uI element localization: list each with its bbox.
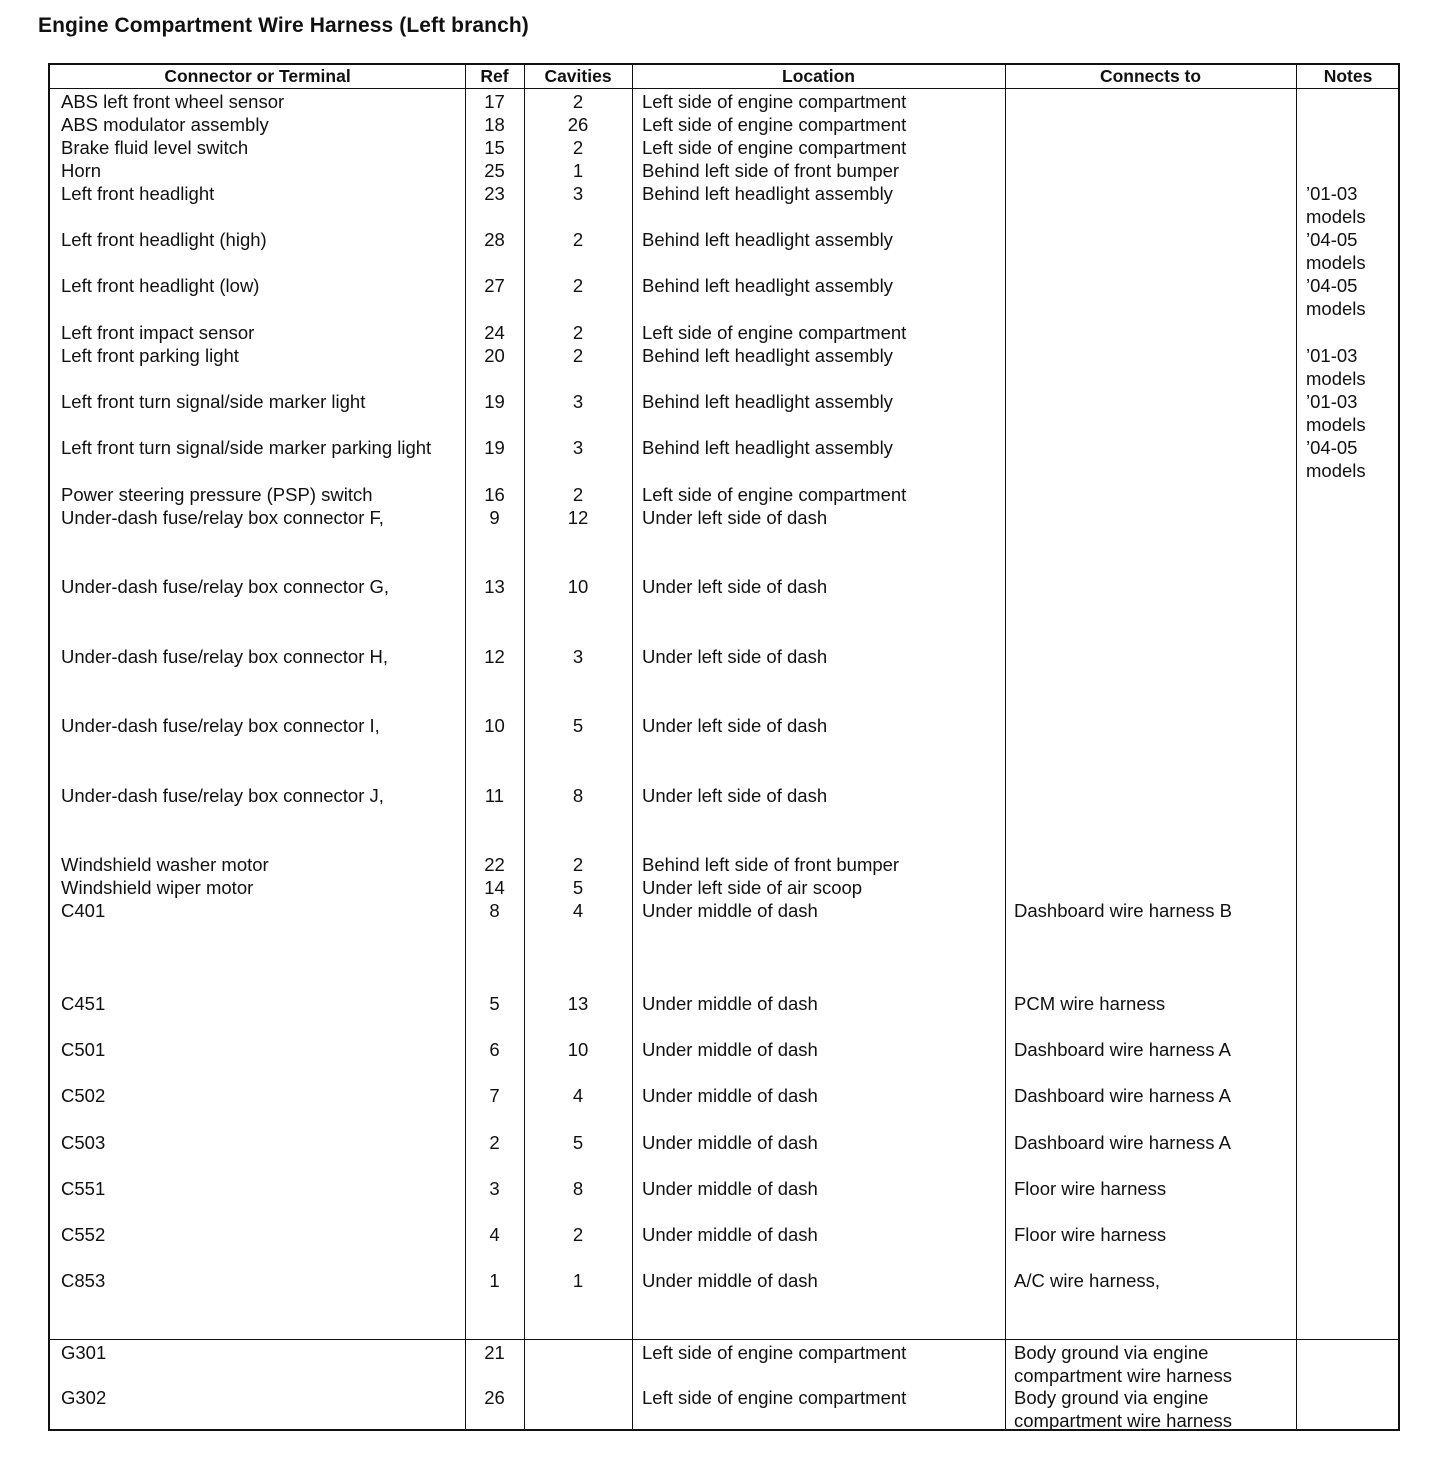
cell-connects: Dashboard wire harness B [1014,900,1232,921]
cell-connector: Under-dash fuse/relay box connector F, [61,507,384,528]
cell-connector: Windshield wiper motor [61,877,254,898]
cell-cavities: 2 [572,275,584,296]
cell-ref: 28 [484,229,505,250]
cell-notes: ’04-05 models [1306,229,1366,273]
cell-location: Under left side of air scoop [642,877,863,898]
cell-ref: 11 [484,785,505,806]
header-connects-to: Connects to [1099,66,1202,86]
cell-connector: C401 [61,900,106,921]
cell-location: Under middle of dash [642,1039,818,1060]
cell-connector: ABS modulator assembly [61,114,269,135]
cell-ref: 9 [489,507,500,528]
cell-ref: 26 [484,1387,505,1408]
cell-location: Under middle of dash [642,1270,818,1291]
header-connector: Connector or Terminal [164,66,351,86]
cell-location: Behind left side of front bumper [642,854,900,875]
cell-connector: Left front headlight (high) [61,229,267,250]
cell-ref: 19 [484,437,505,458]
cell-cavities: 1 [572,1270,584,1291]
cell-cavities: 3 [572,391,584,412]
cell-connector: Horn [61,160,102,181]
cell-connector: Left front headlight (low) [61,275,260,296]
document-title: Engine Compartment Wire Harness (Left branch) [38,14,529,37]
cell-location: Behind left headlight assembly [642,345,893,366]
cell-ref: 10 [484,715,505,736]
cell-ref: 21 [484,1342,505,1363]
cell-cavities: 4 [572,900,584,921]
cell-location: Behind left headlight assembly [642,275,893,296]
cell-location: Under middle of dash [642,1085,818,1106]
cell-location: Under middle of dash [642,900,818,921]
cell-connector: G302 [61,1387,107,1408]
cell-connector: Windshield washer motor [61,854,269,875]
cell-notes: ’01-03 models [1306,183,1366,227]
cell-ref: 6 [489,1039,500,1060]
cell-location: Left side of engine compartment [642,91,907,112]
cell-cavities: 13 [567,993,589,1014]
cell-cavities: 3 [572,646,584,667]
cell-location: Under middle of dash [642,1132,818,1153]
cell-location: Left side of engine compartment [642,137,907,158]
cell-cavities: 3 [572,183,584,204]
cell-cavities: 12 [567,507,589,528]
cell-cavities: 10 [567,1039,589,1060]
cell-connector: C551 [61,1178,106,1199]
cell-connects: Floor wire harness [1014,1224,1167,1245]
cell-connector: Brake fluid level switch [61,137,249,158]
cell-cavities: 2 [572,137,584,158]
cell-ref: 7 [489,1085,500,1106]
cell-cavities: 26 [567,114,589,135]
cell-connects: Dashboard wire harness A [1014,1085,1231,1106]
cell-cavities: 8 [572,785,584,806]
cell-ref: 19 [484,391,505,412]
header-location: Location [782,66,855,86]
cell-cavities: 4 [572,1085,584,1106]
cell-connector: Left front parking light [61,345,239,366]
cell-cavities: 5 [572,715,584,736]
wire-harness-table [48,63,1400,1431]
cell-location: Under middle of dash [642,1178,818,1199]
cell-cavities: 1 [572,160,584,181]
cell-ref: 16 [484,484,505,505]
cell-connector: Left front impact sensor [61,322,255,343]
cell-cavities: 5 [572,1132,584,1153]
cell-connects: PCM wire harness [1014,993,1166,1014]
cell-cavities: 10 [567,576,589,597]
cell-connector: ABS left front wheel sensor [61,91,285,112]
cell-connector: Left front turn signal/side marker light [61,391,366,412]
cell-location: Under middle of dash [642,1224,818,1245]
cell-location: Under left side of dash [642,646,828,667]
cell-connector: Left front turn signal/side marker parking light [61,437,432,458]
cell-connects: Floor wire harness [1014,1178,1167,1199]
header-rule [50,88,1398,89]
cell-connects: Dashboard wire harness A [1014,1039,1231,1060]
column-divider [1296,65,1297,1429]
cell-location: Left side of engine compartment [642,114,907,135]
header-ref: Ref [480,66,509,86]
cell-location: Behind left headlight assembly [642,391,893,412]
cell-location: Behind left side of front bumper [642,160,900,181]
cell-cavities: 8 [572,1178,584,1199]
cell-ref: 23 [484,183,505,204]
cell-cavities: 2 [572,854,584,875]
cell-ref: 3 [489,1178,500,1199]
cell-cavities: 2 [572,1224,584,1245]
cell-cavities: 2 [572,91,584,112]
cell-connector: Left front headlight [61,183,215,204]
cell-ref: 2 [489,1132,500,1153]
cell-connector: Under-dash fuse/relay box connector J, [61,785,384,806]
cell-ref: 18 [484,114,505,135]
cell-connector: C451 [61,993,106,1014]
cell-location: Behind left headlight assembly [642,229,893,250]
cell-connects: Dashboard wire harness A [1014,1132,1231,1153]
cell-ref: 14 [484,877,505,898]
cell-ref: 1 [489,1270,500,1291]
cell-cavities: 2 [572,484,584,505]
column-divider [1005,65,1006,1429]
cell-connector: Power steering pressure (PSP) switch [61,484,373,505]
cell-cavities: 2 [572,229,584,250]
cell-connects: Body ground via engine compartment wire harness [1014,1387,1232,1431]
cell-connector: C501 [61,1039,106,1060]
cell-ref: 20 [484,345,505,366]
cell-connector: Under-dash fuse/relay box connector G, [61,576,390,597]
cell-notes: ’01-03 models [1306,345,1366,389]
header-cavities: Cavities [544,66,612,86]
cell-ref: 27 [484,275,505,296]
cell-connector: C853 [61,1270,106,1291]
cell-location: Left side of engine compartment [642,1387,907,1408]
cell-cavities: 5 [572,877,584,898]
cell-connector: C502 [61,1085,106,1106]
cell-notes: ’01-03 models [1306,391,1366,435]
cell-ref: 22 [484,854,505,875]
cell-ref: 4 [489,1224,500,1245]
cell-ref: 17 [484,91,505,112]
cell-connector: Under-dash fuse/relay box connector H, [61,646,389,667]
cell-location: Under left side of dash [642,785,828,806]
cell-ref: 24 [484,322,505,343]
cell-connects: A/C wire harness, [1014,1270,1160,1291]
cell-connector: Under-dash fuse/relay box connector I, [61,715,380,736]
cell-location: Behind left headlight assembly [642,183,893,204]
cell-cavities: 2 [572,345,584,366]
cell-ref: 12 [484,646,505,667]
cell-cavities: 2 [572,322,584,343]
cell-notes: ’04-05 models [1306,275,1366,319]
cell-connects: Body ground via engine compartment wire harness [1014,1342,1232,1386]
cell-connector: C503 [61,1132,106,1153]
cell-location: Left side of engine compartment [642,1342,907,1363]
cell-location: Under middle of dash [642,993,818,1014]
cell-cavities: 3 [572,437,584,458]
cell-ref: 25 [484,160,505,181]
cell-location: Under left side of dash [642,576,828,597]
cell-ref: 5 [489,993,500,1014]
cell-connector: G301 [61,1342,107,1363]
cell-ref: 13 [484,576,505,597]
column-divider [632,65,633,1429]
cell-location: Left side of engine compartment [642,322,907,343]
cell-location: Under left side of dash [642,715,828,736]
cell-notes: ’04-05 models [1306,437,1366,481]
cell-location: Behind left headlight assembly [642,437,893,458]
section-rule [50,1339,1398,1340]
cell-location: Under left side of dash [642,507,828,528]
cell-ref: 15 [484,137,505,158]
header-notes: Notes [1323,66,1373,86]
cell-location: Left side of engine compartment [642,484,907,505]
cell-ref: 8 [489,900,500,921]
cell-connector: C552 [61,1224,106,1245]
